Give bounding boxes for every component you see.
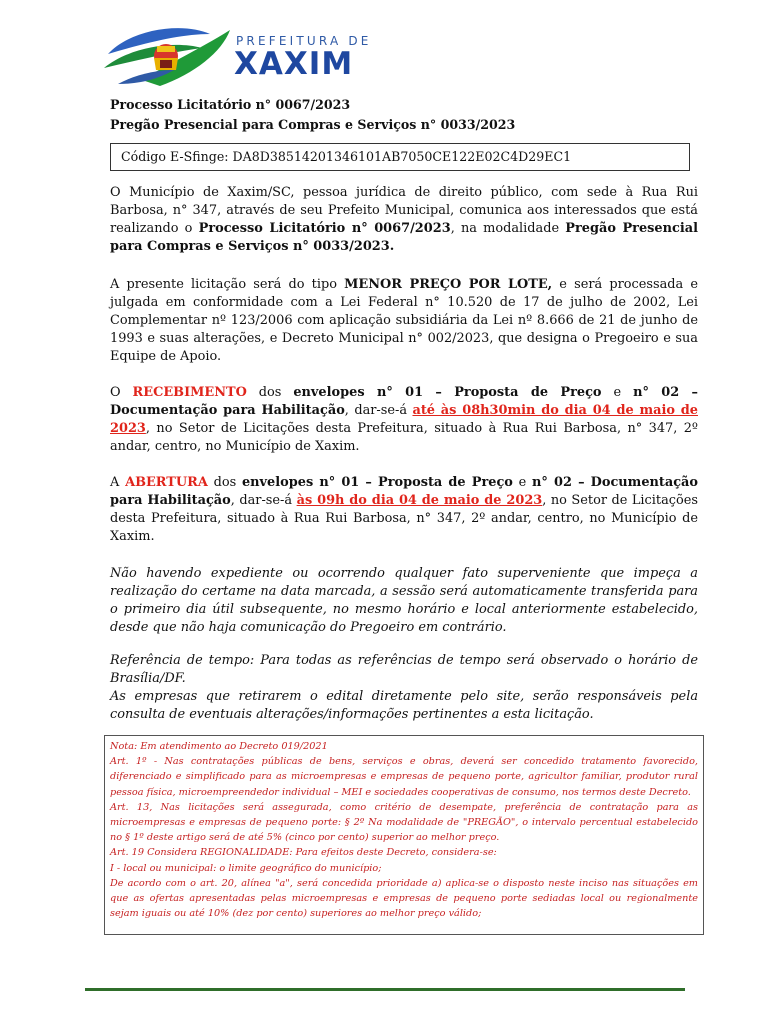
- receipt-date: até às 08h30min do dia 04 de maio de 2023: [110, 403, 698, 436]
- receipt-text-4: , dar-se-á: [344, 403, 413, 418]
- opening-text-2: dos: [207, 475, 242, 490]
- prefeitura-logo: [102, 22, 392, 96]
- type-criterion: MENOR PREÇO POR LOTE,: [344, 277, 553, 292]
- paragraph-time-reference: [110, 652, 698, 724]
- receipt-text-5: , no Setor de Licitações desta Prefeitura, situado à Rua Rui Barbosa, n° 347, 2º andar, centro, no Município de Xaxim.: [110, 421, 698, 454]
- logo-xaxim-text: XAXIM: [234, 46, 354, 82]
- intro-text-2: , na modalidade: [450, 221, 566, 236]
- paragraph-opening: [110, 474, 698, 546]
- opening-text-4: , dar-se-á: [230, 493, 297, 508]
- intro-modality: Pregão Presencial para Compras e Serviços n° 0033/2023.: [110, 221, 698, 254]
- logo-prefeitura-text: PREFEITURA DE: [236, 34, 372, 48]
- note-item-1: I - local ou municipal: o limite geográfico do município;: [110, 862, 382, 874]
- receipt-envelope-2: n° 02 – Documentação para Habilitação: [110, 385, 699, 418]
- intro-text: O Município de Xaxim/SC, pessoa jurídica de direito público, com sede à Rua Rui Barbosa, n° 347, através de seu Prefeito Municipal, comunica aos interessados que está realizando o: [110, 185, 698, 236]
- esfinge-code-box: Código E-Sfinge: DA8D38514201346101AB7050CE122E02C4D29EC1: [110, 143, 690, 171]
- opening-date: às 09h do dia 04 de maio de 2023: [296, 493, 543, 508]
- receipt-keyword: RECEBIMENTO: [132, 385, 247, 400]
- paragraph-receipt: [110, 384, 698, 456]
- note-title: Nota: Em atendimento ao Decreto 019/2021: [110, 741, 328, 752]
- paragraph-no-business: Não havendo expediente ou ocorrendo qualquer fato superveniente que impeça a realização do certame na data marcada, a sessão será automaticamente transferida para o primeiro dia útil subsequente, no mesmo horário e local anteriormente estabelecido, desde que não haja comunicação do Pregoeiro em contrário.: [110, 566, 698, 635]
- intro-process: Processo Licitatório n° 0067/2023: [198, 221, 451, 236]
- receipt-text-3: e: [601, 385, 634, 400]
- type-text-2: e será processada e julgada em conformidade com a Lei Federal n° 10.520 de 17 de julho de 2002, Lei Complementar nº 123/2006 com aplicação subsidiária da Lei nº 8.666 de 21 de junho de 1993 e suas alterações, e Decreto Municipal n° 002/2023, que designa o Pregoeiro e sua Equipe de Apoio.: [110, 277, 698, 364]
- opening-envelope-1: envelopes n° 01 – Proposta de Preço: [241, 475, 513, 490]
- receipt-text-2: dos: [246, 385, 294, 400]
- paragraph-intro: [110, 184, 698, 256]
- process-number: Processo Licitatório n° 0067/2023: [110, 97, 351, 112]
- opening-envelope-2: n° 02 – Documentação para Habilitação: [110, 475, 699, 508]
- time-reference: Referência de tempo: Para todas as referências de tempo será observado o horário de Brasília/DF.: [110, 653, 698, 686]
- opening-keyword: ABERTURA: [125, 475, 208, 490]
- xaxim-coat-of-arms-icon: [102, 22, 232, 96]
- opening-text: A: [110, 475, 126, 490]
- document-heading: [110, 95, 515, 135]
- paragraph-type: [110, 276, 698, 366]
- note-art-13: Art. 13, Nas licitações será assegurada, como critério de desempate, preferência de contratação para as microempresas e empresas de pequeno porte: § 2º Na modalidade de "PREGÃO", o intervalo percentual estabelecido no § 1º deste artigo será de até 5% (cinco por cento) superior ao melhor preço.: [110, 801, 698, 844]
- receipt-text: O: [110, 385, 133, 400]
- opening-text-5: , no Setor de Licitações desta Prefeitura, situado à Rua Rui Barbosa, n° 347, 2º andar, centro, no Município de Xaxim.: [110, 493, 698, 544]
- site-notice: As empresas que retirarem o edital diretamente pelo site, serão responsáveis pela consulta de eventuais alterações/informações pertinentes a esta licitação.: [110, 689, 698, 722]
- pregao-number: Pregão Presencial para Compras e Serviços n° 0033/2023: [110, 117, 516, 132]
- footer-divider: [85, 988, 685, 991]
- receipt-envelope-1: envelopes n° 01 – Proposta de Preço: [293, 385, 602, 400]
- note-art-1: Art. 1º - Nas contratações públicas de bens, serviços e obras, deverá ser concedido tratamento favorecido, diferenciado e simplificado para as microempresas e empresas de pequeno porte, agricultor familiar, produtor rural pessoa física, microempreendedor individual – MEI e sociedades cooperativas de consumo, nos termos deste Decreto.: [110, 756, 698, 798]
- decree-note-box: [104, 735, 704, 935]
- opening-text-3: e: [512, 475, 533, 490]
- note-art-20: De acordo com o art. 20, alínea "a", será concedida prioridade a) aplica-se o disposto neste inciso nas situações em que as ofertas apresentadas pelas microempresas e empresas de pequeno porte sediadas local ou regionalmente sejam iguais ou até 10% (dez por cento) superiores ao melhor preço válido;: [110, 877, 698, 920]
- note-art-19: Art. 19 Considera REGIONALIDADE: Para efeitos deste Decreto, considera-se:: [110, 847, 497, 859]
- type-text: A presente licitação será do tipo: [110, 277, 345, 292]
